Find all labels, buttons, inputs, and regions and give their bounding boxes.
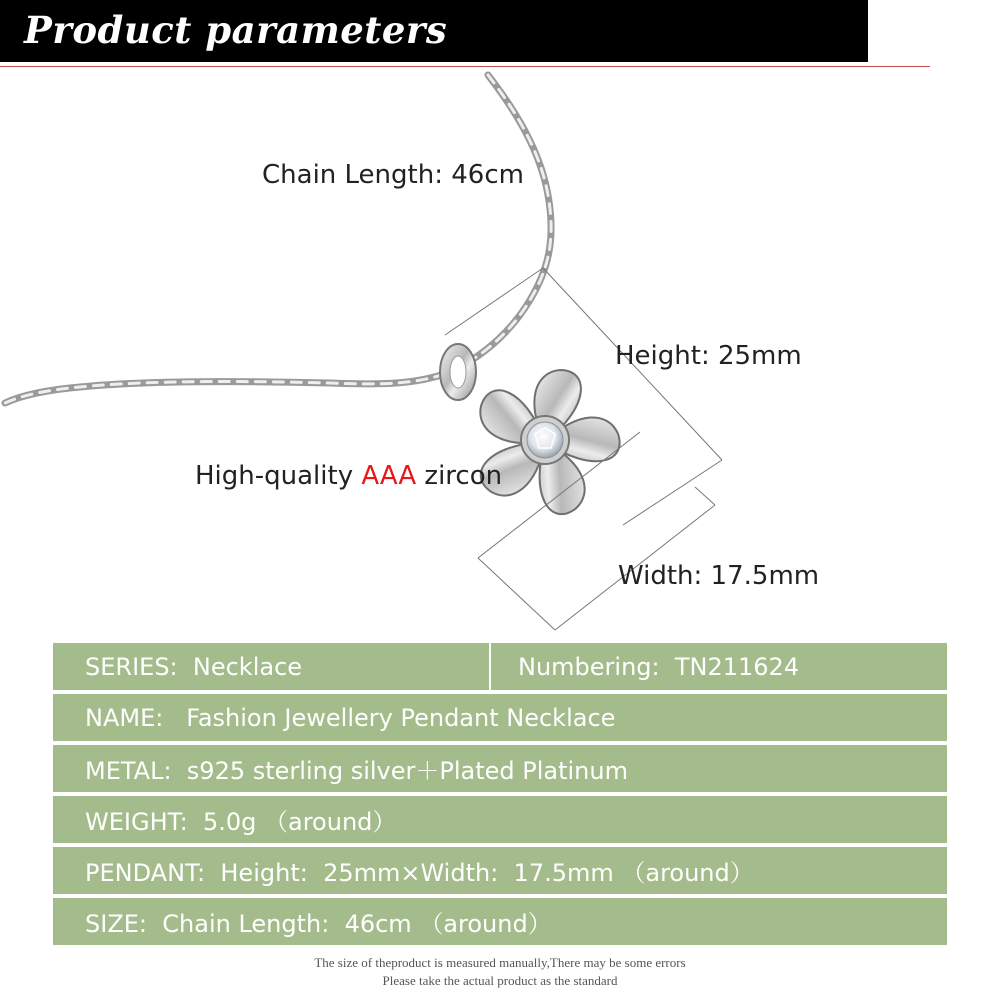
name-value: NAME: Fashion Jewellery Pendant Necklace bbox=[85, 703, 616, 732]
weight-value: WEIGHT: 5.0g （around） bbox=[85, 808, 397, 836]
spec-row-metal bbox=[53, 745, 947, 792]
zircon-grade: AAA bbox=[361, 461, 417, 491]
metal-value: METAL: s925 sterling silver＋Plated Platinum bbox=[85, 757, 628, 785]
footnote-line-2: Please take the actual product as the standard bbox=[382, 973, 618, 988]
chain-length-label: Chain Length: 46cm bbox=[262, 160, 524, 190]
width-label: Width: 17.5mm bbox=[618, 561, 820, 591]
spec-row-weight bbox=[53, 796, 947, 843]
numbering-value: Numbering: TN211624 bbox=[518, 652, 800, 681]
spec-row-name bbox=[53, 694, 947, 741]
flower-pendant bbox=[473, 370, 624, 521]
zircon-label bbox=[195, 461, 502, 491]
specifications-table bbox=[53, 643, 947, 949]
height-label: Height: 25mm bbox=[615, 341, 802, 371]
spec-row-size bbox=[53, 898, 947, 945]
zircon-label-suffix: zircon bbox=[416, 461, 503, 491]
series-value: SERIES: Necklace bbox=[85, 652, 303, 681]
footnote-line-1: The size of theproduct is measured manually,There may be some errors bbox=[314, 955, 686, 970]
banner-title: Product parameters bbox=[24, 8, 448, 52]
pendant-bail bbox=[440, 344, 476, 400]
zircon-label-prefix: High-quality bbox=[195, 461, 362, 491]
cell-divider bbox=[489, 643, 491, 690]
spec-row-pendant bbox=[53, 847, 947, 894]
spec-row-series bbox=[53, 643, 947, 690]
size-value: SIZE: Chain Length: 46cm （around） bbox=[85, 910, 552, 938]
pendant-value: PENDANT: Height: 25mm×Width: 17.5mm （around） bbox=[85, 859, 754, 887]
